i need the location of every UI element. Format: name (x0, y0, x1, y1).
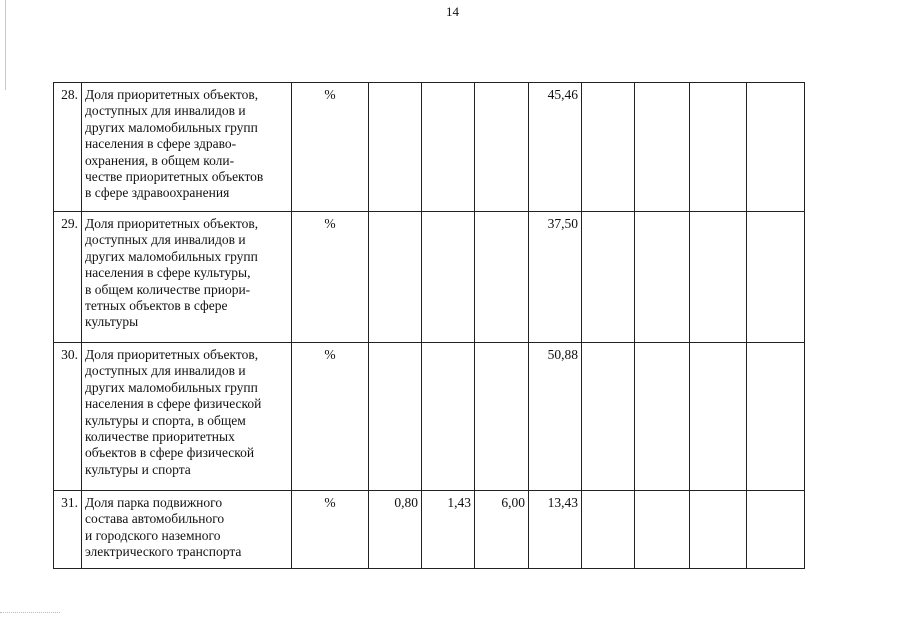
indicator-name-line: в сфере здравоохранения (85, 185, 230, 201)
indicator-name (82, 491, 292, 569)
value-cell (690, 491, 747, 569)
row-number: 29. (54, 212, 82, 343)
indicator-name-line: Доля парка подвижного (85, 495, 223, 510)
value-cell (369, 343, 422, 491)
value-cell (582, 83, 635, 212)
indicator-name-line: доступных для инвалидов и (85, 103, 246, 119)
indicator-name-line: Доля приоритетных объектов, (85, 347, 259, 362)
indicator-name-line: электрического транспорта (85, 544, 242, 560)
value-cell (422, 212, 475, 343)
value-cell: 13,43 (529, 491, 582, 569)
value-cell (475, 83, 529, 212)
table-row (54, 491, 805, 569)
unit-cell: % (292, 491, 369, 569)
indicator-name-line: населения в сфере здраво- (85, 136, 237, 152)
unit-cell: % (292, 343, 369, 491)
scan-artifact (0, 612, 60, 614)
margin-line (5, 0, 6, 90)
row-number: 30. (54, 343, 82, 491)
indicator-name-line: охранения, в общем коли- (85, 152, 235, 168)
value-cell (635, 491, 690, 569)
indicator-name (82, 343, 292, 491)
value-cell: 1,43 (422, 491, 475, 569)
indicator-name (82, 83, 292, 212)
value-cell (690, 212, 747, 343)
value-cell: 6,00 (475, 491, 529, 569)
value-cell (369, 83, 422, 212)
value-cell (582, 343, 635, 491)
value-cell (747, 491, 805, 569)
value-cell (582, 491, 635, 569)
indicator-name-line: других маломобильных групп (85, 119, 258, 135)
unit-cell: % (292, 83, 369, 212)
indicator-name-line: культуры и спорта (85, 461, 191, 477)
value-cell: 45,46 (529, 83, 582, 212)
row-number: 28. (54, 83, 82, 212)
indicator-name-line: культуры и спорта, в общем (85, 412, 246, 428)
indicator-name-line: Доля приоритетных объектов, (85, 216, 259, 231)
table-body (54, 83, 805, 569)
value-cell (747, 83, 805, 212)
indicator-name-line: других маломобильных групп (85, 379, 258, 395)
table-row (54, 212, 805, 343)
indicator-name-line: состава автомобильного (85, 511, 225, 527)
indicator-name-line: тетных объектов в сфере (85, 298, 228, 314)
indicator-name-line: других маломобильных групп (85, 248, 258, 264)
value-cell (422, 83, 475, 212)
value-cell (747, 343, 805, 491)
value-cell (582, 212, 635, 343)
value-cell: 37,50 (529, 212, 582, 343)
value-cell (690, 83, 747, 212)
page-number: 14 (446, 4, 459, 19)
indicator-name-line: населения в сфере физической (85, 396, 262, 412)
indicator-name-line: населения в сфере культуры, (85, 265, 251, 281)
table-row (54, 83, 805, 212)
indicators-table (53, 82, 805, 569)
indicator-name-line: доступных для инвалидов и (85, 363, 246, 379)
indicator-name-line: доступных для инвалидов и (85, 232, 246, 248)
value-cell (475, 343, 529, 491)
indicator-name-line: честве приоритетных объектов (85, 169, 264, 185)
indicator-name-line: и городского наземного (85, 527, 221, 543)
table-row (54, 343, 805, 491)
indicator-name (82, 212, 292, 343)
value-cell (747, 212, 805, 343)
indicator-name-line: количестве приоритетных (85, 429, 235, 445)
value-cell (422, 343, 475, 491)
value-cell (690, 343, 747, 491)
value-cell: 0,80 (369, 491, 422, 569)
value-cell: 50,88 (529, 343, 582, 491)
indicator-name-line: в общем количестве приори- (85, 281, 251, 297)
value-cell (369, 212, 422, 343)
indicator-name-line: Доля приоритетных объектов, (85, 87, 259, 102)
value-cell (475, 212, 529, 343)
indicator-name-line: культуры (85, 314, 139, 330)
value-cell (635, 343, 690, 491)
unit-cell: % (292, 212, 369, 343)
indicator-name-line: объектов в сфере физической (85, 445, 255, 461)
value-cell (635, 83, 690, 212)
row-number: 31. (54, 491, 82, 569)
value-cell (635, 212, 690, 343)
